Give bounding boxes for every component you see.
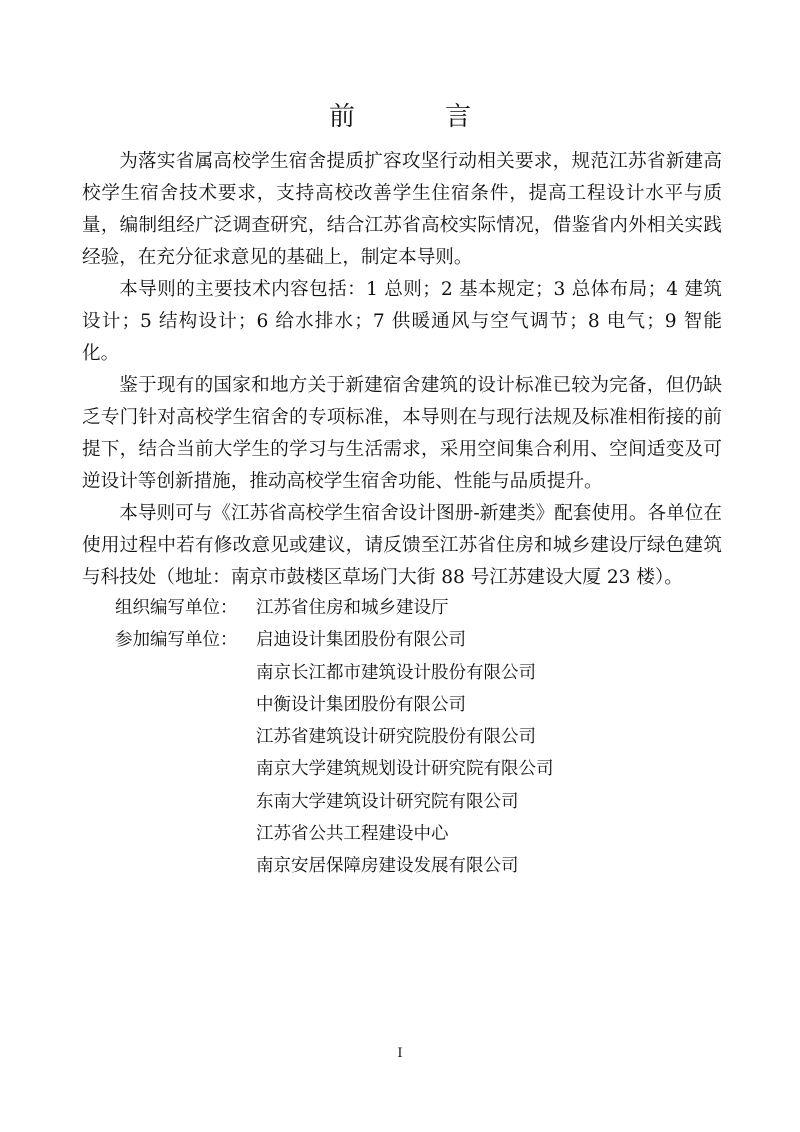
page-number: I bbox=[397, 1046, 403, 1061]
participant-organizations-row bbox=[115, 624, 554, 882]
paragraph-background: 鉴于现有的国家和地方关于新建宿舍建筑的设计标准已较为完备，但仍缺乏专门针对高校学生宿舍的专项标准，本导则在与现行法规及标准相衔接的前提下，结合当前大学生的学习与生活需求，采用空间集合利用、空间适变及可逆设计等创新措施，推动高校学生宿舍功能、性能与品质提升。 bbox=[82, 375, 722, 492]
chief-organization-list bbox=[256, 592, 449, 624]
participant-organization: 东南大学建筑设计研究院有限公司 bbox=[256, 791, 519, 812]
paragraph-purpose: 为落实省属高校学生宿舍提质扩容攻坚行动相关要求，规范江苏省新建高校学生宿舍技术要求，支持高校改善学生住宿条件，提高工程设计水平与质量，编制组经广泛调查研究，结合江苏省高校实际情况，借鉴省内外相关实践经验，在充分征求意见的基础上，制定本导则。 bbox=[82, 151, 722, 268]
participant-organization: 江苏省公共工程建设中心 bbox=[256, 824, 449, 845]
chief-organization: 江苏省住房和城乡建设厅 bbox=[256, 598, 449, 618]
participant-organization: 南京大学建筑规划设计研究院有限公司 bbox=[256, 759, 554, 780]
participant-organizations-list bbox=[256, 624, 554, 882]
paragraph-feedback: 本导则可与《江苏省高校学生宿舍设计图册-新建类》配套使用。各单位在使用过程中若有修改意见或建议，请反馈至江苏省住房和城乡建设厅绿色建筑与科技处（地址：南京市鼓楼区草场门大街 88 号江苏建设大厦 23 楼）。 bbox=[82, 503, 722, 588]
paragraph-contents: 本导则的主要技术内容包括：1 总则；2 基本规定；3 总体布局；4 建筑设计；5 结构设计；6 给水排水；7 供暖通风与空气调节；8 电气；9 智能化。 bbox=[82, 279, 722, 364]
participant-organization: 中衡设计集团股份有限公司 bbox=[256, 694, 466, 715]
participant-organization: 启迪设计集团股份有限公司 bbox=[256, 630, 466, 651]
participant-organization: 江苏省建筑设计研究院股份有限公司 bbox=[256, 727, 536, 748]
participant-organization: 南京长江都市建筑设计股份有限公司 bbox=[256, 662, 536, 683]
participant-organization: 南京安居保障房建设发展有限公司 bbox=[256, 856, 519, 877]
chief-organization-label: 组织编写单位： bbox=[115, 598, 238, 618]
organizations-section bbox=[115, 592, 554, 883]
preface-body bbox=[82, 146, 722, 594]
chief-organization-row bbox=[115, 592, 554, 624]
page-title: 前 言 bbox=[328, 102, 503, 132]
participant-organizations-label: 参加编写单位： bbox=[115, 630, 238, 651]
